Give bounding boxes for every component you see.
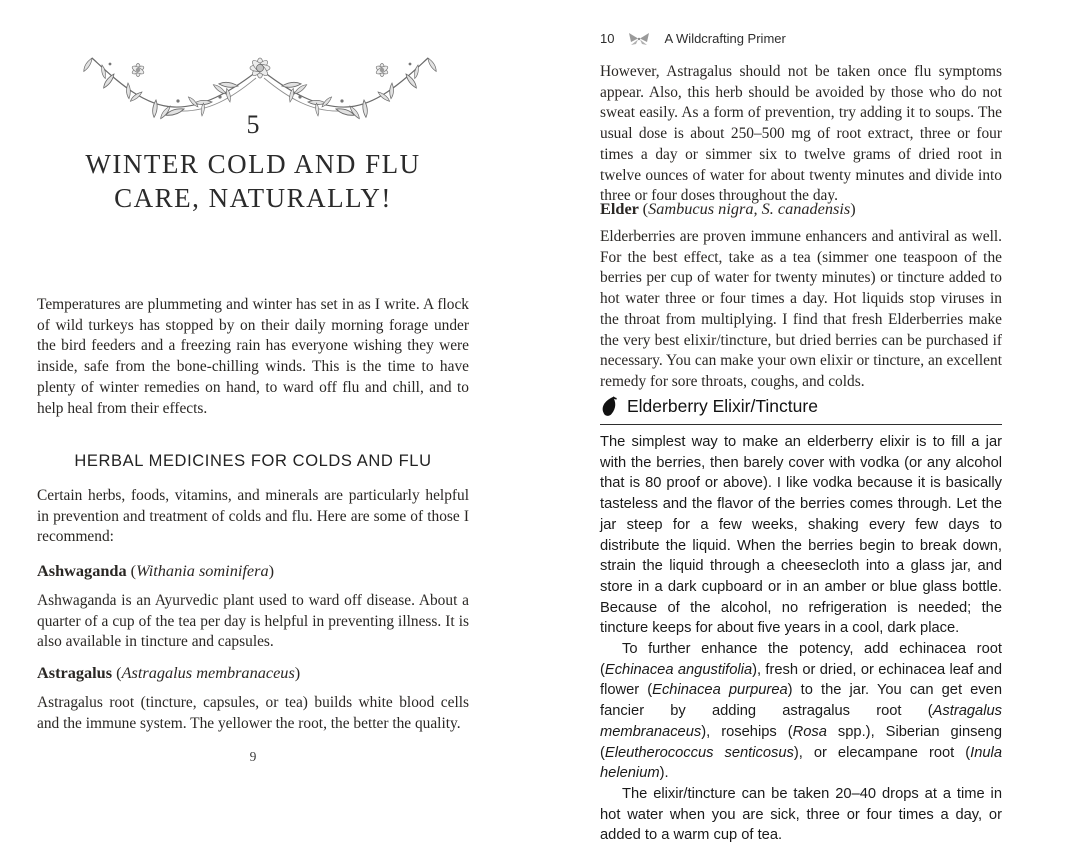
moth-ornament-icon <box>628 32 650 46</box>
recipe-paragraph-1: The simplest way to make an elderberry elixir is to fill a jar with the berries, then barely cover with vodka (or any alcohol that is 80 proof or above). I like vodka because it is basically tasteless and the flavor of the berries comes through. Let the jar steep for a few weeks, shaking every few days to distribute the liquid. When the berries begin to break down, strain the liquid through a cheesecloth into a glass jar, and store in a dark cupboard or in an amber or blue glass bottle. Because of the alcohol, no refrigeration is needed; the tincture keeps for about five years in a cool, dark place. <box>600 434 1002 637</box>
left-page <box>37 0 469 800</box>
section-intro: Certain herbs, foods, vitamins, and minerals are particularly helpful in prevention and treatment of colds and flu. Here are some of those I recommend: <box>37 487 469 546</box>
chapter-title-line1: WINTER COLD AND FLU <box>85 149 421 179</box>
chapter-title-line2: CARE, NATURALLY! <box>114 183 392 213</box>
recipe-paragraph-3: The elixir/tincture can be taken 20–40 drops at a time in hot water when you are sick, three or four times a day, or added to a warm cup of tea. <box>600 785 1002 844</box>
left-page-number: 9 <box>249 749 257 764</box>
recipe-body <box>600 432 1002 846</box>
section-heading: HERBAL MEDICINES FOR COLDS AND FLU <box>74 452 432 470</box>
book-title: A Wildcrafting Primer <box>664 31 786 46</box>
entry-body-ashwaganda: Ashwaganda is an Ayurvedic plant used to ward off disease. About a quarter of a cup of the tea per day is helpful in preventing illness. It is also available in tincture and capsules. <box>37 592 469 651</box>
entry-body-elder: Elderberries are proven immune enhancers and antiviral as well. For the best effect, take as a tea (simmer one teaspoon of the berries per cup of water for twenty minutes) or tincture added to hot water three or four times a day. Hot liquids stop viruses in the throat from multiplying. I find that fresh Elderberries make the very best elixir/tincture, but dried berries can be purchased if necessary. You can make your own elixir or tincture, an excellent remedy for sore throats, coughs, and colds. <box>600 228 1002 390</box>
recipe-heading <box>600 395 1002 425</box>
entry-heading-elder: Elder (Sambucus nigra, S. canadensis) <box>600 199 856 218</box>
intro-paragraph: Temperatures are plummeting and winter has set in as I write. A flock of wild turkeys has stopped by on their daily morning forage under the bird feeders and a freezing rain has everyone wishing they were inside, safe from the bone-chilling winds. This is the time to have plenty of winter remedies on hand, to ward off flu and chill, and to help heal from their effects. <box>37 296 469 417</box>
astragalus-continued-paragraph: However, Astragalus should not be taken once flu symptoms appear. Also, this herb should be avoided by those who do not sweat easily. As a form of prevention, try adding it to soups. The usual dose is about 250–500 mg of root extract, three or four times a day or simmer six to twelve grams of dried root in twelve ounces of water for about twenty minutes and divide into three or four doses throughout the day. <box>600 63 1002 205</box>
recipe-title: Elderberry Elixir/Tincture <box>627 395 818 416</box>
running-header <box>600 31 1002 46</box>
right-page <box>600 0 1002 844</box>
right-page-number: 10 <box>600 31 615 46</box>
chapter-number: 5 <box>246 110 260 139</box>
chapter-title <box>37 147 469 215</box>
entry-body-astragalus: Astragalus root (tincture, capsules, or tea) builds white blood cells and the immune system. The yellower the root, the better the quality. <box>37 694 469 732</box>
entry-heading-ashwaganda: Ashwaganda (Withania sominifera) <box>37 561 275 580</box>
leaf-icon <box>600 395 617 417</box>
entry-heading-astragalus: Astragalus (Astragalus membranaceus) <box>37 663 301 682</box>
recipe-paragraph-2: To further enhance the potency, add echinacea root (Echinacea angustifolia), fresh or dried, or echinacea leaf and flower (Echinacea purpurea) to the jar. You can get even fancier by adding astragalus root (Astragalus membranaceus), rosehips (Rosa spp.), Siberian ginseng (Eleutherococcus senticosus), or elecampane root (Inula helenium). <box>600 641 1002 782</box>
